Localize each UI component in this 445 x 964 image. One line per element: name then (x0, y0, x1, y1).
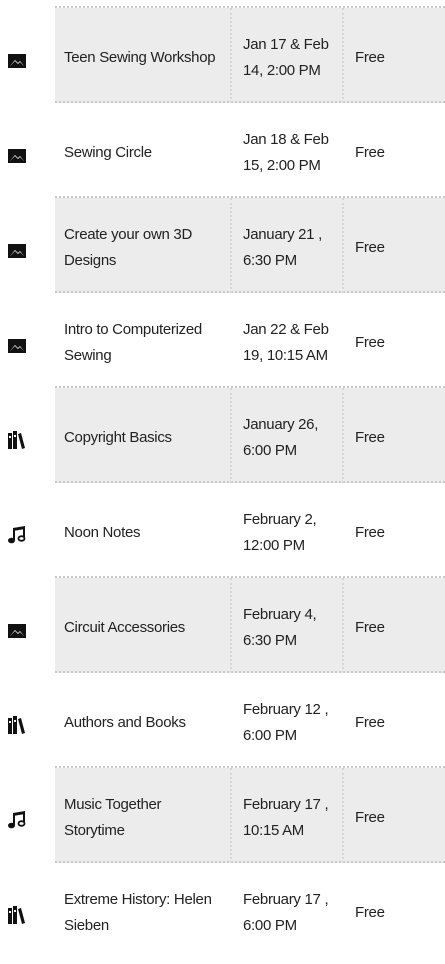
event-date-line2: 15, 2:00 PM (243, 157, 321, 174)
column-divider (230, 388, 232, 483)
event-price: Free (355, 619, 385, 636)
event-title-link[interactable]: Teen Sewing Workshop (64, 49, 216, 66)
event-price: Free (355, 429, 385, 446)
event-date-line1: Jan 22 & Feb (243, 321, 329, 338)
event-row[interactable] (0, 388, 445, 483)
event-date (243, 127, 343, 179)
event-title-link[interactable] (64, 222, 222, 274)
event-row[interactable] (0, 768, 445, 863)
column-divider (230, 8, 232, 103)
event-date-line1: Jan 17 & Feb (243, 36, 329, 53)
event-row[interactable] (0, 293, 445, 388)
event-date (243, 507, 343, 559)
event-row[interactable] (0, 673, 445, 768)
event-date-line1: February 4, (243, 606, 317, 623)
event-title-link[interactable] (64, 792, 222, 844)
column-divider (230, 198, 232, 293)
event-date-line2: 6:00 PM (243, 442, 297, 459)
event-price: Free (355, 334, 385, 351)
event-title-line1: Create your own 3D (64, 226, 192, 243)
event-price: Free (355, 714, 385, 731)
event-title-line1: Intro to Computerized (64, 321, 202, 338)
books-icon (8, 431, 26, 449)
event-date-line2: 6:30 PM (243, 632, 297, 649)
event-date (243, 32, 343, 84)
event-date-line1: February 17 , (243, 796, 329, 813)
event-date-line2: 6:30 PM (243, 252, 297, 269)
image-icon (8, 54, 26, 72)
books-icon (8, 906, 26, 924)
event-price: Free (355, 809, 385, 826)
event-title-line2: Storytime (64, 822, 125, 839)
event-date-line1: February 17 , (243, 891, 329, 908)
event-price: Free (355, 239, 385, 256)
event-date-line1: January 21 , (243, 226, 322, 243)
event-price: Free (355, 144, 385, 161)
event-title-line2: Sieben (64, 917, 109, 934)
event-date (243, 697, 343, 749)
event-row[interactable] (0, 8, 445, 103)
books-icon (8, 716, 26, 734)
event-date (243, 222, 343, 274)
event-title-line2: Sewing (64, 347, 112, 364)
column-divider (230, 768, 232, 863)
event-row[interactable] (0, 198, 445, 293)
event-title-link[interactable] (64, 887, 222, 939)
event-date (243, 887, 343, 939)
music-note-icon (8, 526, 26, 544)
event-title-link[interactable]: Authors and Books (64, 714, 186, 731)
event-date-line1: January 26, (243, 416, 319, 433)
event-date-line2: 6:00 PM (243, 727, 297, 744)
event-title-link[interactable]: Circuit Accessories (64, 619, 186, 636)
event-title-link[interactable] (64, 317, 222, 369)
event-price: Free (355, 524, 385, 541)
event-date (243, 602, 343, 654)
event-date (243, 317, 343, 369)
image-icon (8, 244, 26, 262)
image-icon (8, 624, 26, 642)
event-row[interactable] (0, 103, 445, 198)
event-date-line2: 12:00 PM (243, 537, 305, 554)
column-divider (230, 578, 232, 673)
event-title-line1: Music Together (64, 796, 162, 813)
event-title-link[interactable]: Copyright Basics (64, 429, 172, 446)
event-date-line2: 19, 10:15 AM (243, 347, 328, 364)
event-date-line1: February 12 , (243, 701, 329, 718)
event-date (243, 412, 343, 464)
event-date-line2: 14, 2:00 PM (243, 62, 321, 79)
event-title-link[interactable]: Sewing Circle (64, 144, 152, 161)
event-date-line2: 6:00 PM (243, 917, 297, 934)
event-title-link[interactable]: Noon Notes (64, 524, 141, 541)
image-icon (8, 149, 26, 167)
event-date (243, 792, 343, 844)
event-date-line1: Jan 18 & Feb (243, 131, 329, 148)
event-date-line2: 10:15 AM (243, 822, 304, 839)
event-price: Free (355, 49, 385, 66)
event-title-line2: Designs (64, 252, 117, 269)
music-note-icon (8, 811, 26, 829)
event-row[interactable] (0, 863, 445, 958)
event-price: Free (355, 904, 385, 921)
image-icon (8, 339, 26, 357)
event-row[interactable] (0, 578, 445, 673)
event-row[interactable] (0, 483, 445, 578)
event-date-line1: February 2, (243, 511, 317, 528)
event-title-line1: Extreme History: Helen (64, 891, 212, 908)
